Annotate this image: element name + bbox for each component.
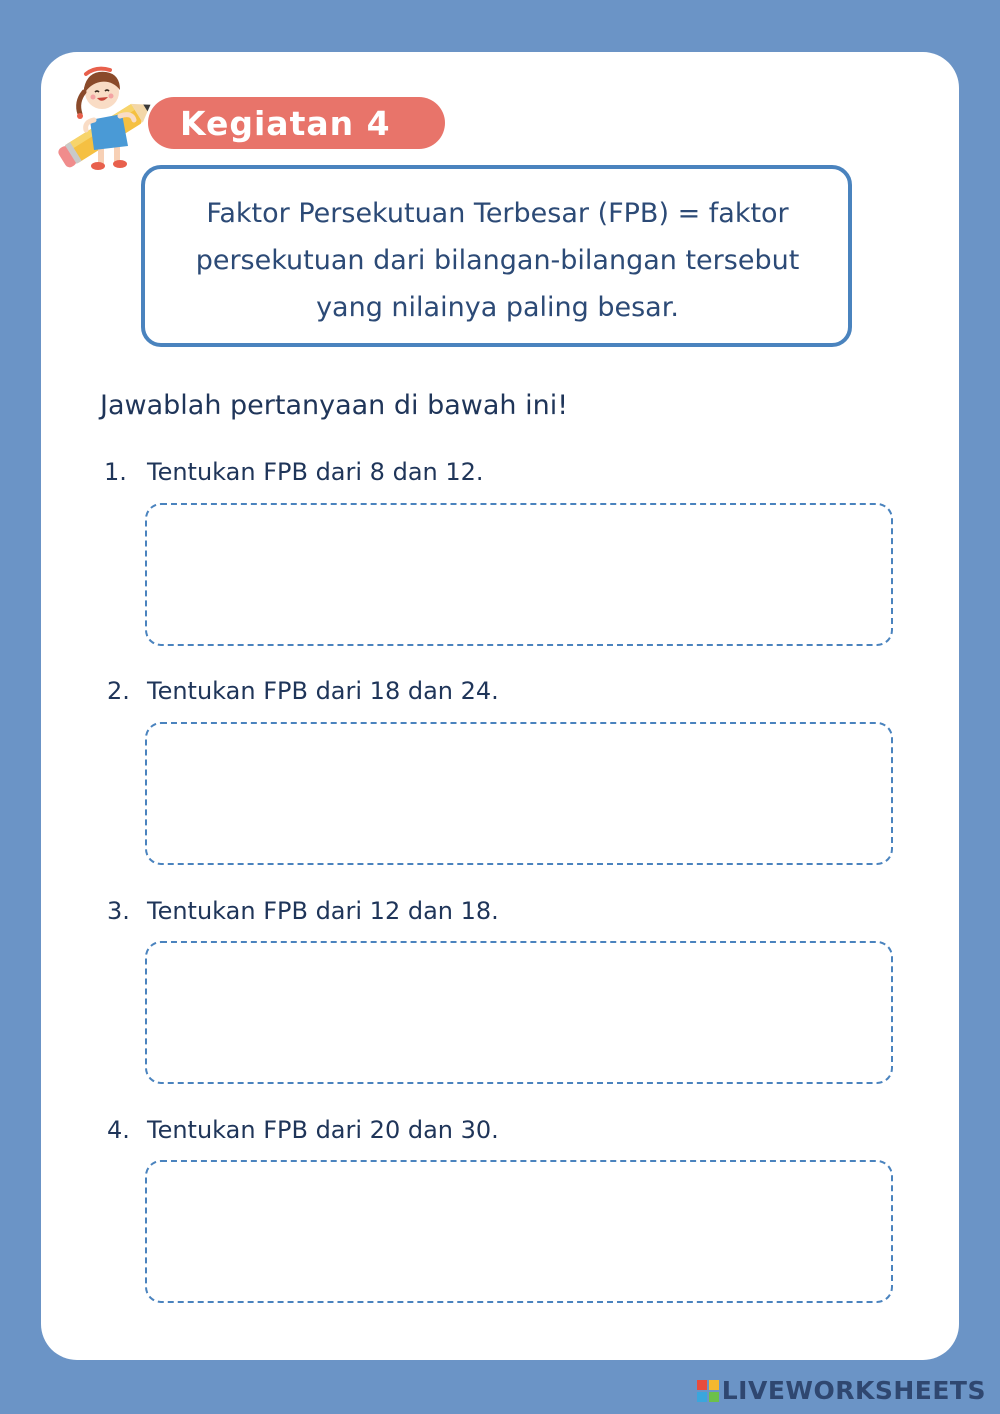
question-number: 1. (104, 458, 127, 486)
answer-field-1[interactable] (145, 503, 893, 646)
page-title: Kegiatan 4 (180, 104, 391, 143)
instruction-text: Jawablah pertanyaan di bawah ini! (100, 390, 569, 421)
definition-line: yang nilainya paling besar. (316, 292, 679, 323)
question-text: Tentukan FPB dari 12 dan 18. (147, 897, 499, 925)
answer-field-3[interactable] (145, 941, 893, 1084)
question-text: Tentukan FPB dari 20 dan 30. (147, 1116, 499, 1144)
definition-text (160, 190, 835, 331)
liveworksheets-logo-icon (696, 1379, 720, 1403)
girl-with-pencil-illustration (50, 62, 160, 174)
question-text: Tentukan FPB dari 8 dan 12. (147, 458, 484, 486)
answer-field-4[interactable] (145, 1160, 893, 1303)
definition-line: persekutuan dari bilangan-bilangan tersebut (195, 245, 800, 276)
question-number: 4. (107, 1116, 130, 1144)
question-text: Tentukan FPB dari 18 dan 24. (147, 677, 499, 705)
question-number: 3. (107, 897, 130, 925)
question-number: 2. (107, 677, 130, 705)
brand-name: LIVEWORKSHEETS (721, 1376, 986, 1405)
definition-line: Faktor Persekutuan Terbesar (FPB) = faktor (206, 198, 789, 229)
answer-field-2[interactable] (145, 722, 893, 865)
liveworksheets-brand (696, 1376, 986, 1406)
